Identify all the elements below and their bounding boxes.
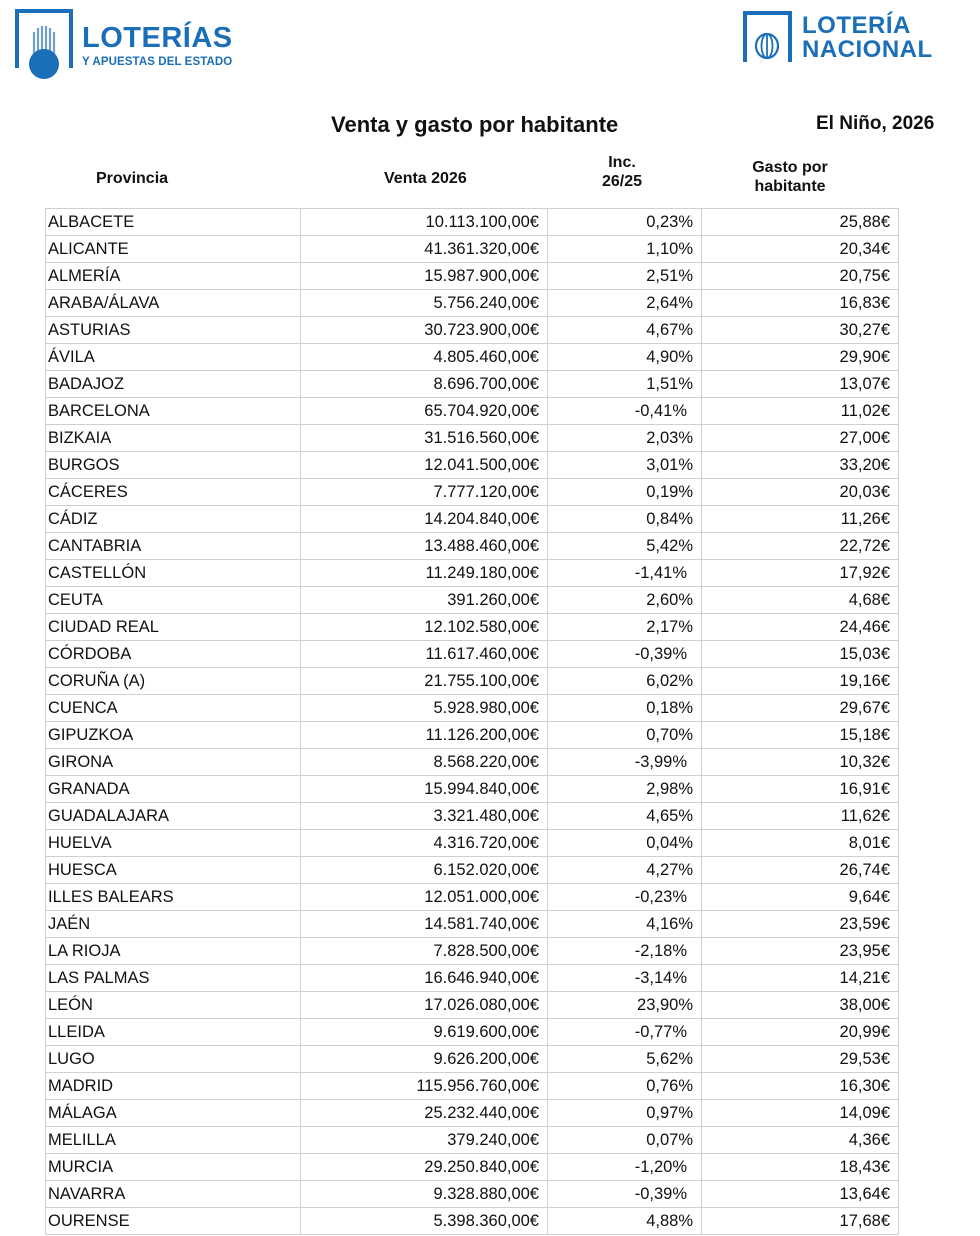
cell-provincia: CORUÑA (A) [46,668,301,695]
cell-provincia: JAÉN [46,911,301,938]
cell-incremento: 5,62% [548,1046,702,1073]
cell-provincia: LA RIOJA [46,938,301,965]
cell-gasto-por-habitante: 20,75€ [702,263,899,290]
cell-venta: 11.617.460,00€ [301,641,548,668]
cell-gasto-por-habitante: 11,26€ [702,506,899,533]
table-row [46,263,899,290]
table-row [46,533,899,560]
cell-gasto-por-habitante: 26,74€ [702,857,899,884]
loterias-logo-title: LOTERÍAS [82,22,233,54]
cell-gasto-por-habitante: 15,03€ [702,641,899,668]
table-row [46,965,899,992]
cell-venta: 4.316.720,00€ [301,830,548,857]
cell-provincia: LAS PALMAS [46,965,301,992]
cell-incremento: 0,23% [548,209,702,236]
cell-provincia: OURENSE [46,1208,301,1235]
cell-venta: 14.581.740,00€ [301,911,548,938]
table-row [46,1019,899,1046]
cell-incremento: 0,84% [548,506,702,533]
table-row [46,479,899,506]
cell-venta: 7.828.500,00€ [301,938,548,965]
loterias-logo [14,8,244,80]
table-row [46,614,899,641]
cell-provincia: CUENCA [46,695,301,722]
cell-provincia: MURCIA [46,1154,301,1181]
cell-gasto-por-habitante: 38,00€ [702,992,899,1019]
cell-gasto-por-habitante: 17,68€ [702,1208,899,1235]
cell-incremento: 0,19% [548,479,702,506]
cell-gasto-por-habitante: 16,30€ [702,1073,899,1100]
loteria-nacional-logo [742,10,942,66]
cell-venta: 14.204.840,00€ [301,506,548,533]
cell-incremento: 0,97% [548,1100,702,1127]
cell-provincia: GIPUZKOA [46,722,301,749]
cell-venta: 12.041.500,00€ [301,452,548,479]
cell-venta: 12.102.580,00€ [301,614,548,641]
table-row [46,641,899,668]
table-row [46,452,899,479]
cell-incremento: 2,51% [548,263,702,290]
cell-gasto-por-habitante: 23,59€ [702,911,899,938]
cell-incremento: 4,88% [548,1208,702,1235]
cell-provincia: ALMERÍA [46,263,301,290]
cell-incremento: 4,67% [548,317,702,344]
cell-gasto-por-habitante: 23,95€ [702,938,899,965]
cell-venta: 4.805.460,00€ [301,344,548,371]
cell-provincia: GIRONA [46,749,301,776]
cell-provincia: GUADALAJARA [46,803,301,830]
cell-gasto-por-habitante: 9,64€ [702,884,899,911]
cell-venta: 29.250.840,00€ [301,1154,548,1181]
cell-incremento: -0,39% [548,1181,702,1208]
table-row [46,857,899,884]
cell-venta: 6.152.020,00€ [301,857,548,884]
cell-provincia: CÁCERES [46,479,301,506]
cell-incremento: -0,23% [548,884,702,911]
cell-venta: 25.232.440,00€ [301,1100,548,1127]
table-row [46,209,899,236]
cell-provincia: ARABA/ÁLAVA [46,290,301,317]
table-row [46,290,899,317]
cell-provincia: GRANADA [46,776,301,803]
cell-incremento: -0,77% [548,1019,702,1046]
cell-venta: 3.321.480,00€ [301,803,548,830]
cell-provincia: CASTELLÓN [46,560,301,587]
cell-venta: 15.987.900,00€ [301,263,548,290]
cell-provincia: CÓRDOBA [46,641,301,668]
table-row [46,1154,899,1181]
cell-provincia: ILLES BALEARS [46,884,301,911]
cell-incremento: 2,17% [548,614,702,641]
cell-venta: 12.051.000,00€ [301,884,548,911]
cell-gasto-por-habitante: 29,90€ [702,344,899,371]
cell-venta: 8.568.220,00€ [301,749,548,776]
cell-provincia: CIUDAD REAL [46,614,301,641]
table-row [46,884,899,911]
cell-incremento: 4,27% [548,857,702,884]
table-row [46,236,899,263]
table-row [46,344,899,371]
table-row [46,1208,899,1235]
cell-provincia: CEUTA [46,587,301,614]
table-row [46,911,899,938]
table-row [46,803,899,830]
cell-incremento: 0,76% [548,1073,702,1100]
table-row [46,1127,899,1154]
cell-provincia: ALICANTE [46,236,301,263]
cell-incremento: 4,65% [548,803,702,830]
cell-venta: 5.756.240,00€ [301,290,548,317]
cell-venta: 9.626.200,00€ [301,1046,548,1073]
cell-incremento: 6,02% [548,668,702,695]
column-header-venta: Venta 2026 [384,170,467,187]
cell-venta: 65.704.920,00€ [301,398,548,425]
table-row [46,749,899,776]
cell-incremento: 2,60% [548,587,702,614]
cell-gasto-por-habitante: 11,02€ [702,398,899,425]
cell-incremento: 4,90% [548,344,702,371]
cell-venta: 115.956.760,00€ [301,1073,548,1100]
table-row [46,1181,899,1208]
cell-provincia: MELILLA [46,1127,301,1154]
cell-gasto-por-habitante: 4,68€ [702,587,899,614]
cell-gasto-por-habitante: 20,99€ [702,1019,899,1046]
cell-incremento: 2,98% [548,776,702,803]
cell-provincia: BADAJOZ [46,371,301,398]
cell-incremento: 2,64% [548,290,702,317]
cell-provincia: HUELVA [46,830,301,857]
cell-gasto-por-habitante: 14,09€ [702,1100,899,1127]
cell-gasto-por-habitante: 25,88€ [702,209,899,236]
cell-venta: 11.249.180,00€ [301,560,548,587]
cell-gasto-por-habitante: 14,21€ [702,965,899,992]
cell-gasto-por-habitante: 16,83€ [702,290,899,317]
table-row [46,695,899,722]
cell-provincia: ALBACETE [46,209,301,236]
cell-provincia: ASTURIAS [46,317,301,344]
table-row [46,371,899,398]
cell-gasto-por-habitante: 16,91€ [702,776,899,803]
cell-incremento: -0,39% [548,641,702,668]
cell-provincia: BARCELONA [46,398,301,425]
cell-venta: 5.398.360,00€ [301,1208,548,1235]
cell-venta: 9.328.880,00€ [301,1181,548,1208]
column-header-provincia: Provincia [96,170,169,187]
cell-incremento: -2,18% [548,938,702,965]
cell-venta: 8.696.700,00€ [301,371,548,398]
cell-provincia: BIZKAIA [46,425,301,452]
loteria-nacional-line2: NACIONAL [802,36,933,63]
cell-provincia: CANTABRIA [46,533,301,560]
cell-incremento: -3,14% [548,965,702,992]
cell-gasto-por-habitante: 24,46€ [702,614,899,641]
cell-gasto-por-habitante: 17,92€ [702,560,899,587]
cell-gasto-por-habitante: 15,18€ [702,722,899,749]
cell-venta: 9.619.600,00€ [301,1019,548,1046]
lottery-globe-icon [742,10,794,66]
loteria-nacional-line1: LOTERÍA [802,12,911,39]
cell-incremento: 1,10% [548,236,702,263]
cell-gasto-por-habitante: 29,53€ [702,1046,899,1073]
table-row [46,560,899,587]
cell-provincia: BURGOS [46,452,301,479]
cell-provincia: LLEIDA [46,1019,301,1046]
table-row [46,830,899,857]
cell-gasto-por-habitante: 18,43€ [702,1154,899,1181]
cell-incremento: 1,51% [548,371,702,398]
cell-provincia: LUGO [46,1046,301,1073]
cell-venta: 17.026.080,00€ [301,992,548,1019]
cell-incremento: 0,04% [548,830,702,857]
cell-venta: 7.777.120,00€ [301,479,548,506]
column-header-gasto-line2: habitante [754,178,826,195]
cell-venta: 30.723.900,00€ [301,317,548,344]
cell-gasto-por-habitante: 11,62€ [702,803,899,830]
cell-incremento: 5,42% [548,533,702,560]
cell-gasto-por-habitante: 4,36€ [702,1127,899,1154]
table-row [46,587,899,614]
cell-venta: 11.126.200,00€ [301,722,548,749]
cell-incremento: -3,99% [548,749,702,776]
cell-venta: 41.361.320,00€ [301,236,548,263]
cell-venta: 391.260,00€ [301,587,548,614]
table-row [46,938,899,965]
cell-provincia: MADRID [46,1073,301,1100]
table-row [46,506,899,533]
cell-provincia: LEÓN [46,992,301,1019]
cell-incremento: 23,90% [548,992,702,1019]
column-header-gasto-line1: Gasto por [752,159,828,176]
column-header-inc-line1: Inc. [608,154,636,171]
cell-venta: 16.646.940,00€ [301,965,548,992]
cell-incremento: 0,07% [548,1127,702,1154]
cell-venta: 5.928.980,00€ [301,695,548,722]
page-title: Venta y gasto por habitante [331,112,619,137]
cell-gasto-por-habitante: 20,34€ [702,236,899,263]
cell-provincia: NAVARRA [46,1181,301,1208]
cell-gasto-por-habitante: 30,27€ [702,317,899,344]
cell-gasto-por-habitante: 13,64€ [702,1181,899,1208]
table-row [46,1046,899,1073]
table-row [46,425,899,452]
cell-venta: 13.488.460,00€ [301,533,548,560]
cell-incremento: 0,70% [548,722,702,749]
cell-provincia: MÁLAGA [46,1100,301,1127]
cell-incremento: -0,41% [548,398,702,425]
cell-incremento: 4,16% [548,911,702,938]
cell-venta: 379.240,00€ [301,1127,548,1154]
cell-venta: 15.994.840,00€ [301,776,548,803]
lottery-drum-icon [14,8,76,80]
table-row [46,317,899,344]
cell-provincia: CÁDIZ [46,506,301,533]
cell-gasto-por-habitante: 20,03€ [702,479,899,506]
cell-incremento: 2,03% [548,425,702,452]
column-header-inc [597,153,647,191]
loterias-logo-subtitle: Y APUESTAS DEL ESTADO [82,56,233,68]
table-row [46,722,899,749]
table-row [46,668,899,695]
table-row [46,1100,899,1127]
cell-gasto-por-habitante: 33,20€ [702,452,899,479]
cell-gasto-por-habitante: 19,16€ [702,668,899,695]
column-header-inc-line2: 26/25 [601,173,643,190]
cell-venta: 21.755.100,00€ [301,668,548,695]
table-row [46,398,899,425]
cell-incremento: -1,20% [548,1154,702,1181]
cell-gasto-por-habitante: 10,32€ [702,749,899,776]
cell-gasto-por-habitante: 8,01€ [702,830,899,857]
cell-venta: 31.516.560,00€ [301,425,548,452]
cell-incremento: 3,01% [548,452,702,479]
cell-incremento: 0,18% [548,695,702,722]
table-row [46,1073,899,1100]
cell-venta: 10.113.100,00€ [301,209,548,236]
draw-name: El Niño, 2026 [816,113,935,134]
cell-gasto-por-habitante: 13,07€ [702,371,899,398]
cell-provincia: ÁVILA [46,344,301,371]
cell-gasto-por-habitante: 29,67€ [702,695,899,722]
cell-gasto-por-habitante: 27,00€ [702,425,899,452]
cell-provincia: HUESCA [46,857,301,884]
cell-incremento: -1,41% [548,560,702,587]
table-row [46,992,899,1019]
cell-gasto-por-habitante: 22,72€ [702,533,899,560]
table-row [46,776,899,803]
sales-table [45,208,899,1235]
column-header-gasto [738,158,842,196]
